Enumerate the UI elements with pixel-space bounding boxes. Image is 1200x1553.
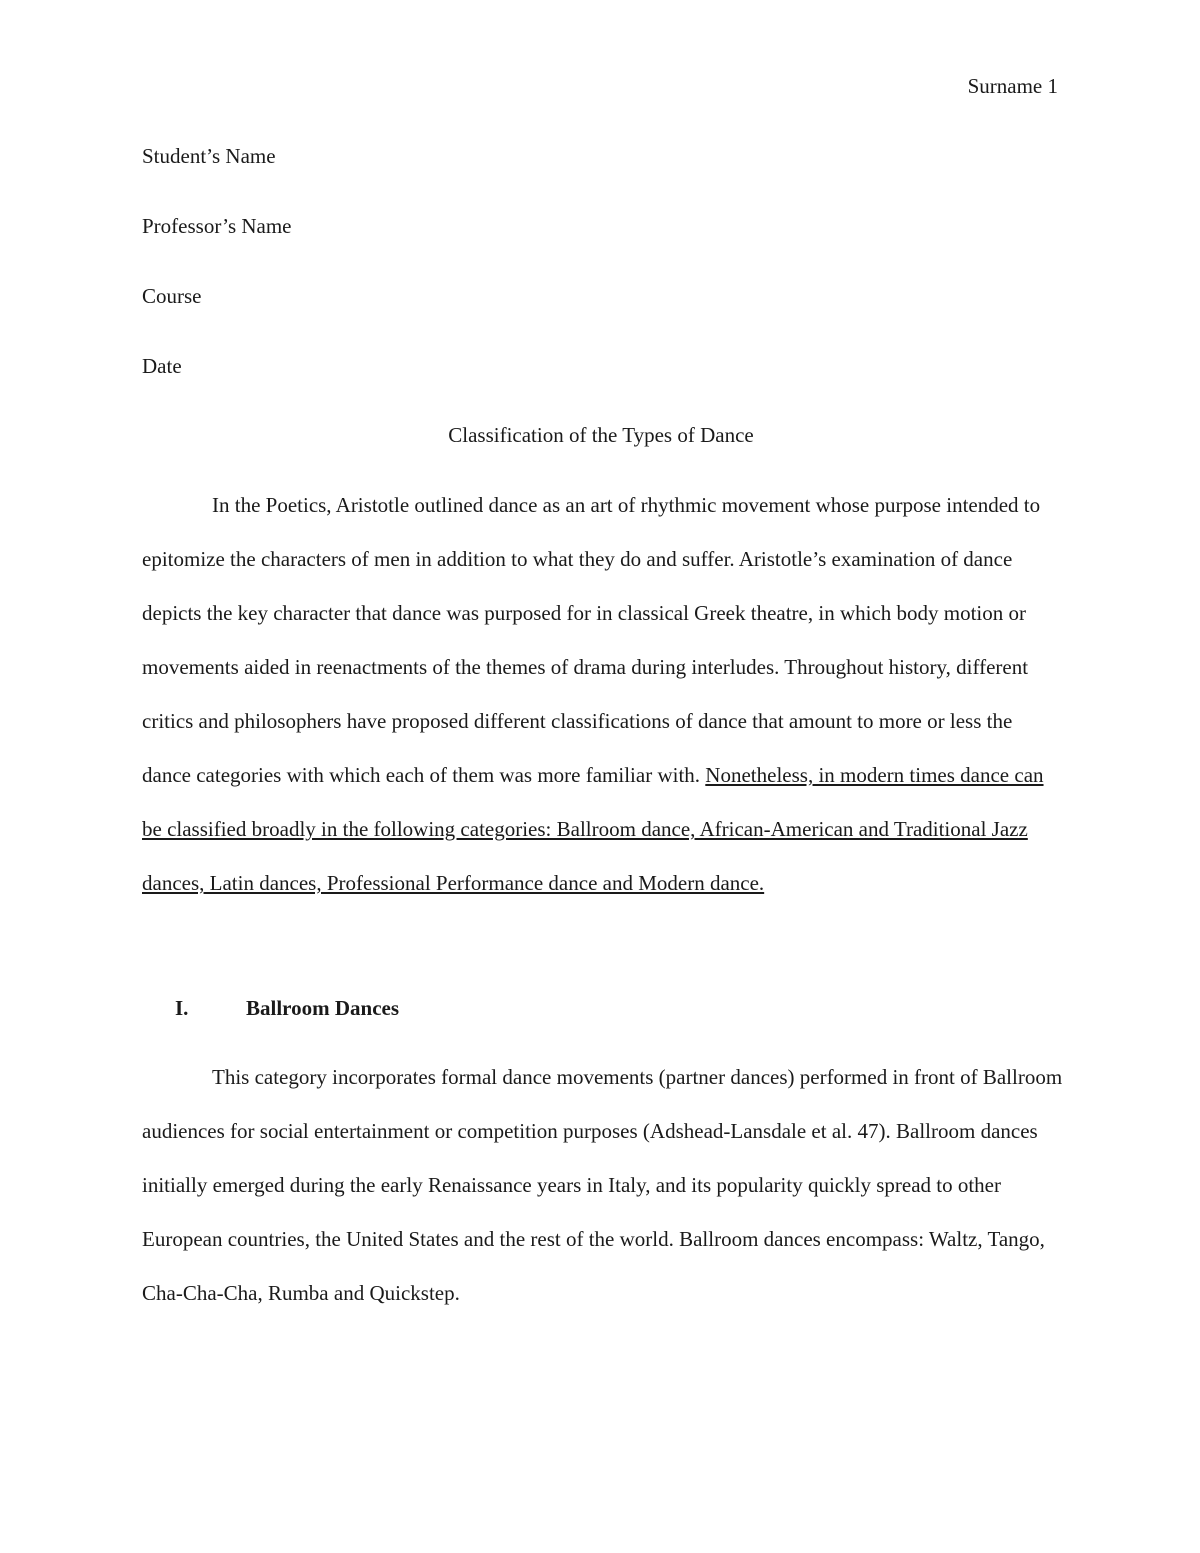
paragraph-intro-text: In the Poetics, Aristotle outlined dance as an art of rhythmic movement whose purpose intended to epitomize the characters of men in addition to what they do and suffer. Aristotle’s examination of dance depicts the key character that dance was purposed for in classical Greek theatre, in which body motion or movements aided in reenactments of the themes of drama during interludes. Throughout history, different critics and philosophers have proposed different classifications of dance that amount to more or less the dance categories with which each of them was more familiar with.: [142, 493, 1041, 787]
student-name: Student’s Name: [142, 144, 276, 168]
paragraph-intro: [142, 478, 1066, 910]
paragraph-ballroom: [142, 1050, 1066, 1320]
running-head: Surname 1: [967, 74, 1058, 98]
section-heading: [175, 994, 399, 1022]
course-name: Course: [142, 284, 202, 308]
paragraph-ballroom-text: This category incorporates formal dance movements (partner dances) performed in front of Ballroom audiences for social entertainment or competition purposes (Adshead-Lansdale et al. 47). Ballroom dances initially emerged during the early Renaissance years in Italy, and its popularity quickly spread to other European countries, the United States and the rest of the world. Ballroom dances encompass: Waltz, Tango, Cha-Cha-Cha, Rumba and Quickstep.: [142, 1065, 1063, 1305]
section-number: I.: [175, 996, 189, 1020]
document-title: Classification of the Types of Dance: [448, 423, 754, 447]
info-block: [142, 142, 1062, 422]
professor-name: Professor’s Name: [142, 214, 292, 238]
section-title: Ballroom Dances: [246, 996, 400, 1020]
date: Date: [142, 354, 182, 378]
thesis-statement: Nonetheless, in modern times dance can be classified broadly in the following categories: Ballroom dance, African-American and Traditional Jazz dances, Latin dances, Professional Performance dance and Modern dance.: [142, 763, 1044, 895]
